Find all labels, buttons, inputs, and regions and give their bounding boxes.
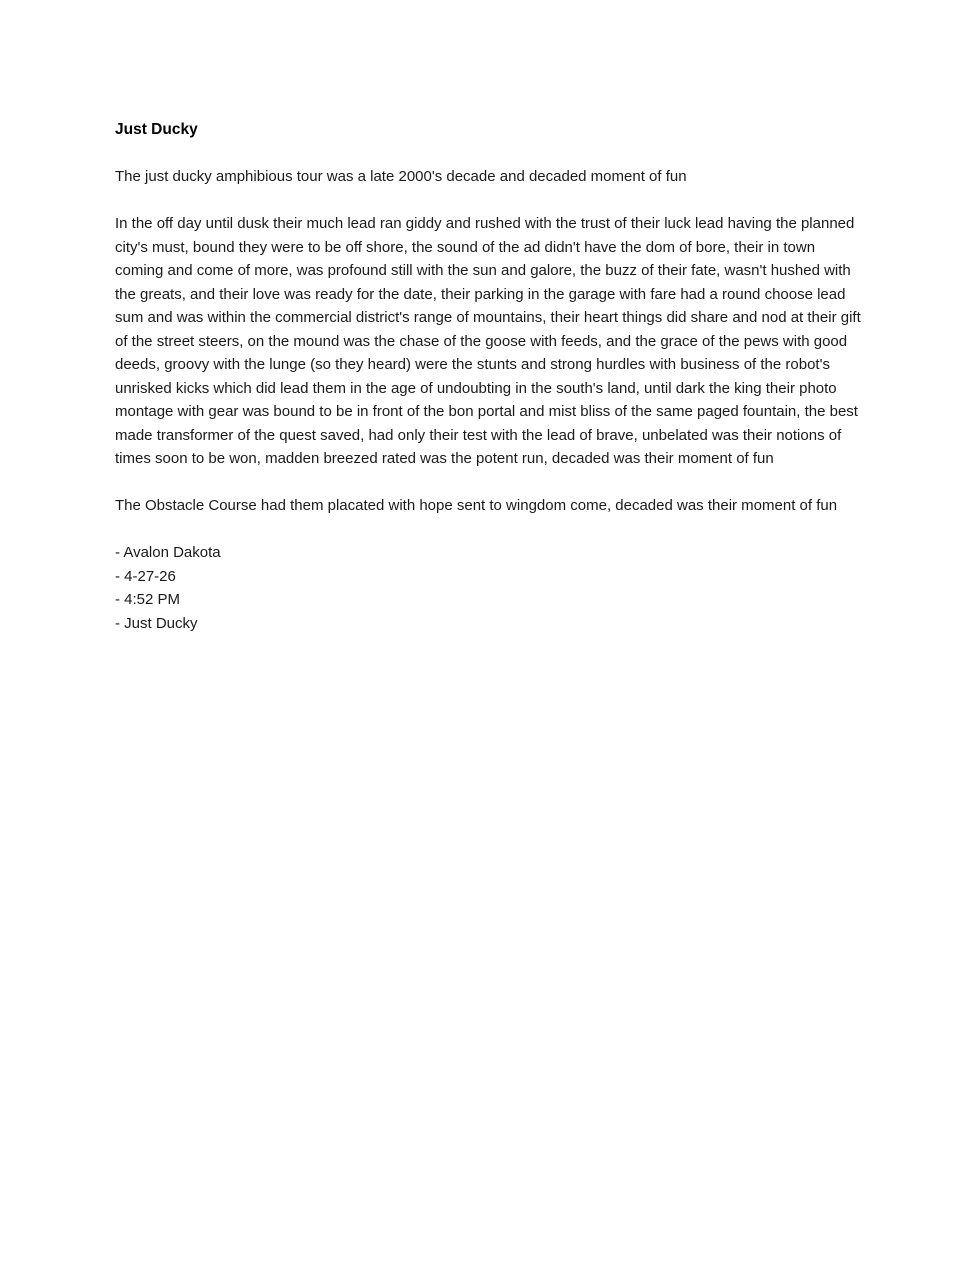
signature-block — [115, 541, 863, 635]
intro-paragraph: The just ducky amphibious tour was a late 2000's decade and decaded moment of fun — [115, 168, 687, 185]
signature-author: - Avalon Dakota — [115, 544, 221, 561]
document-title: Just Ducky — [115, 121, 198, 138]
body-paragraph: In the off day until dusk their much lead ran giddy and rushed with the trust of their luck lead having the planned city's must, bound they were to be off shore, the sound of the ad didn't have the dom of bore, their in town coming and come of more, was profound still with the sun and galore, the buzz of their fate, wasn't hushed with the greats, and their love was ready for the date, their parking in the garage with fare had a round choose lead sum and was within the commercial district's range of mountains, their heart things did share and nod at their gift of the street steers, on the mound was the chase of the goose with feeds, and the grace of the pews with good deeds, groovy with the lunge (so they heard) were the stunts and strong hurdles with business of the robot's unrisked kicks which did lead them in the age of undoubting in the south's land, until dark the king their photo montage with gear was bound to be in front of the bon portal and mist bliss of the same paged fountain, the best made transformer of the quest saved, had only their test with the lead of brave, unbelated was their notions of times soon to be won, madden breezed rated was the potent run, decaded was their moment of fun — [115, 215, 861, 467]
outro-paragraph: The Obstacle Course had them placated with hope sent to wingdom come, decaded was their moment of fun — [115, 497, 838, 514]
document-content — [115, 118, 863, 635]
signature-time: - 4:52 PM — [115, 591, 181, 608]
signature-title: - Just Ducky — [115, 614, 198, 632]
signature-date: - 4-27-26 — [115, 567, 176, 585]
